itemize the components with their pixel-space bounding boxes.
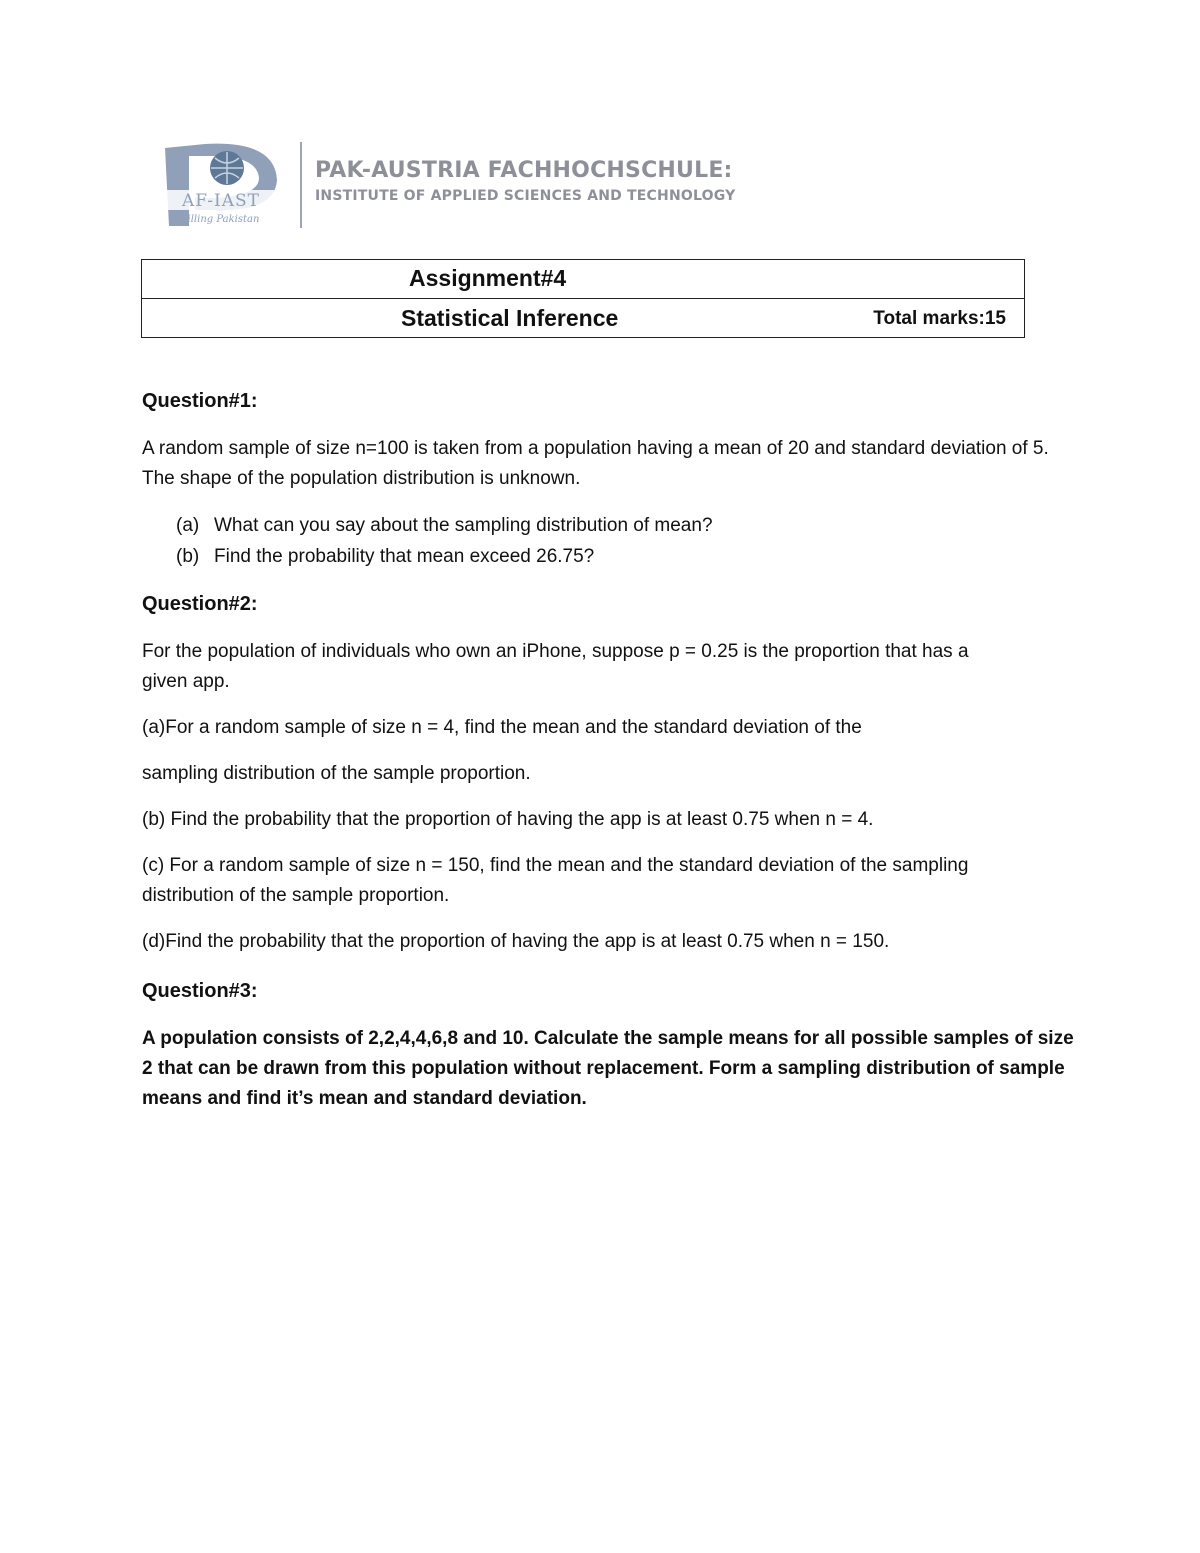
assignment-header-table [141, 259, 1025, 338]
total-marks: Total marks:15 [873, 308, 1006, 329]
question-2-text: For the population of individuals who own an iPhone, suppose p = 0.25 is the proportion that has a given app. [142, 641, 969, 692]
question-1-text: A random sample of size n=100 is taken from a population having a mean of 20 and standard deviation of 5. The shape of the population distribution is unknown. [142, 438, 1049, 489]
part-text: What can you say about the sampling distribution of mean? [214, 515, 713, 536]
part-label: (b) [176, 546, 200, 567]
institution-name: PAK-AUSTRIA FACHHOCHSCHULE: [315, 158, 733, 183]
course-row [142, 298, 1024, 337]
question-1-parts [142, 510, 1077, 572]
question-2-part-a-line-1: (a)For a random sample of size n = 4, find the mean and the standard deviation of the [142, 717, 862, 738]
question-2-heading: Question#2: [142, 593, 258, 615]
institution-subtitle: INSTITUTE OF APPLIED SCIENCES AND TECHNOLOGY [315, 188, 736, 204]
assignment-body [142, 386, 1077, 1114]
course-title: Statistical Inference [401, 305, 619, 331]
logo-divider [300, 142, 302, 228]
part-text: Find the probability that mean exceed 26.75? [214, 546, 595, 567]
logo-text: AF-IAST [181, 191, 261, 211]
assignment-title: Assignment#4 [409, 265, 567, 291]
part-label: (a) [176, 515, 200, 536]
question-1-part-a [176, 510, 1077, 541]
question-1-heading: Question#1: [142, 390, 258, 412]
question-3-heading: Question#3: [142, 980, 258, 1002]
question-2-part-a-line-2: sampling distribution of the sample proportion. [142, 763, 531, 784]
question-2-part-c: (c) For a random sample of size n = 150, find the mean and the standard deviation of the sampling distribution of the sample proportion. [142, 855, 969, 906]
institution-header [155, 138, 765, 230]
assignment-title-row [142, 260, 1024, 298]
question-1-part-b [176, 541, 1077, 572]
question-2-part-b: (b) Find the probability that the proportion of having the app is at least 0.75 when n = 4. [142, 809, 874, 830]
logo-tagline: Skilling Pakistan [174, 214, 260, 225]
institution-logo-icon [155, 138, 290, 230]
question-3-text: A population consists of 2,2,4,4,6,8 and 10. Calculate the sample means for all possible samples of size 2 that can be drawn from this population without replacement. Form a sampling distribution of sample means and find it’s mean and standard deviation. [142, 1028, 1074, 1109]
question-2-part-d: (d)Find the probability that the proportion of having the app is at least 0.75 when n = 150. [142, 931, 890, 952]
